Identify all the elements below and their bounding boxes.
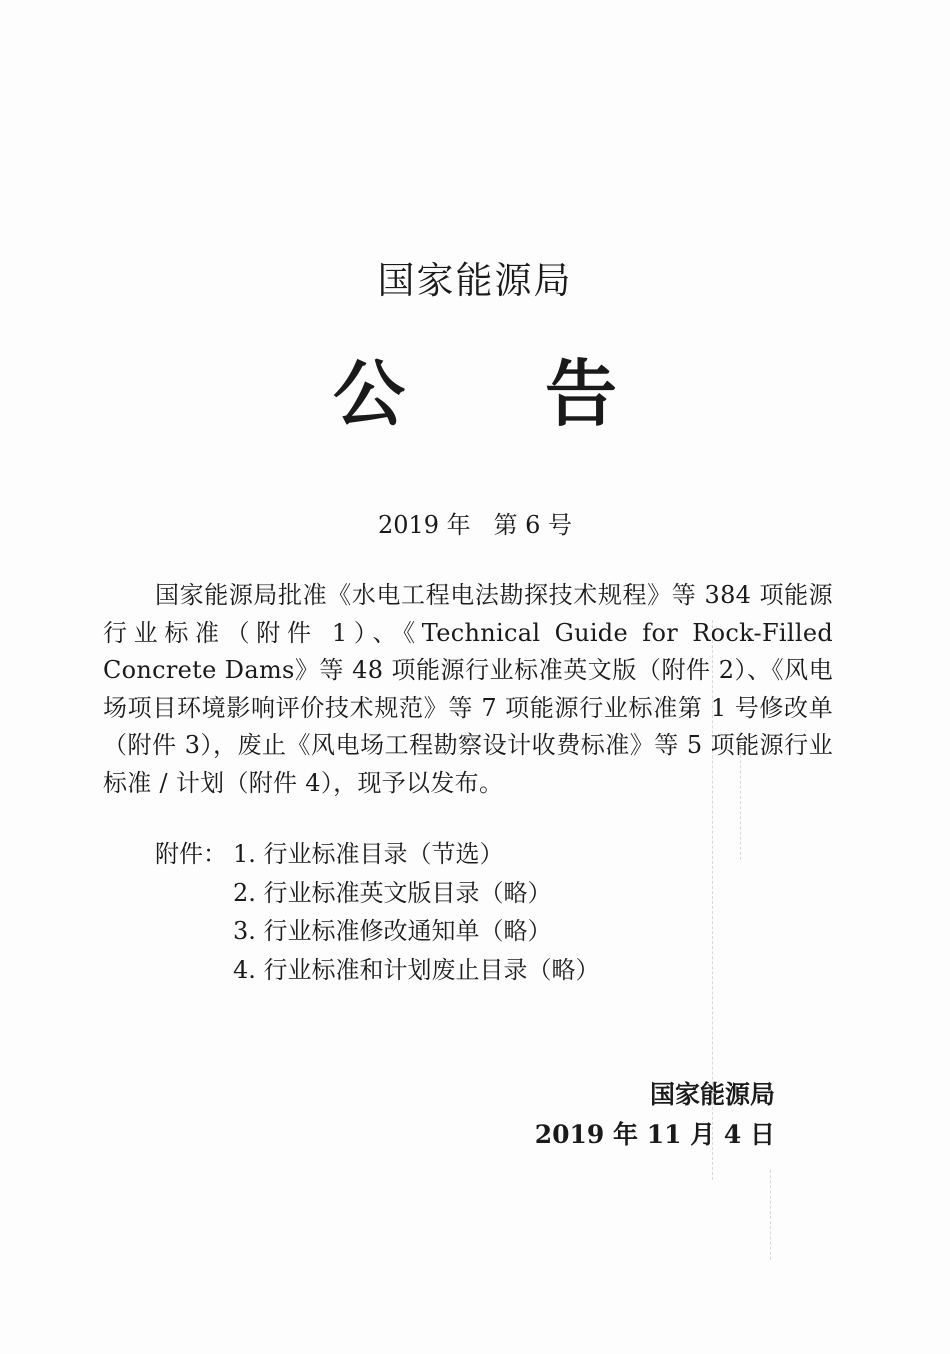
attachment-item-text: 2. 行业标准英文版目录（略） bbox=[233, 878, 552, 907]
notice-title-char: 告 bbox=[545, 352, 618, 436]
issuer-heading: 国家能源局 bbox=[377, 259, 573, 302]
attachment-item bbox=[155, 835, 600, 874]
attachment-item bbox=[155, 912, 600, 951]
attachment-label: 附件： bbox=[155, 840, 227, 868]
document-number: 2019 年 第 6 号 bbox=[377, 511, 573, 539]
attachment-item bbox=[155, 951, 600, 990]
attachment-item bbox=[155, 874, 600, 913]
attachment-list bbox=[155, 835, 600, 989]
notice-title bbox=[0, 336, 950, 440]
attachment-item-text: 4. 行业标准和计划废止目录（略） bbox=[233, 955, 600, 984]
announcement-paragraph: 国家能源局批准《水电工程电法勘探技术规程》等 384 项能源行业标准（附件 1）、《Technical Guide for Rock-Filled Concrete Dams》等 48 项能源行业标准英文版（附件 2）、《风电场项目环境影响评价技术规范》等 7 项能源行业标准第 1 号修改单（附件 3），废止《风电场工程勘察设计收费标准》等 5 项能源行业标准 / 计划（附件 4），现予以发布。 bbox=[103, 581, 833, 797]
signature-block bbox=[535, 1075, 775, 1155]
signature-date: 2019 年 11 月 4 日 bbox=[534, 1120, 775, 1149]
signature-organization: 国家能源局 bbox=[649, 1080, 775, 1109]
attachment-item-text: 3. 行业标准修改通知单（略） bbox=[233, 917, 552, 945]
scan-artifact bbox=[770, 1170, 771, 1260]
attachment-item-text: 1. 行业标准目录（节选） bbox=[233, 840, 504, 868]
notice-title-char: 公 bbox=[332, 352, 405, 436]
